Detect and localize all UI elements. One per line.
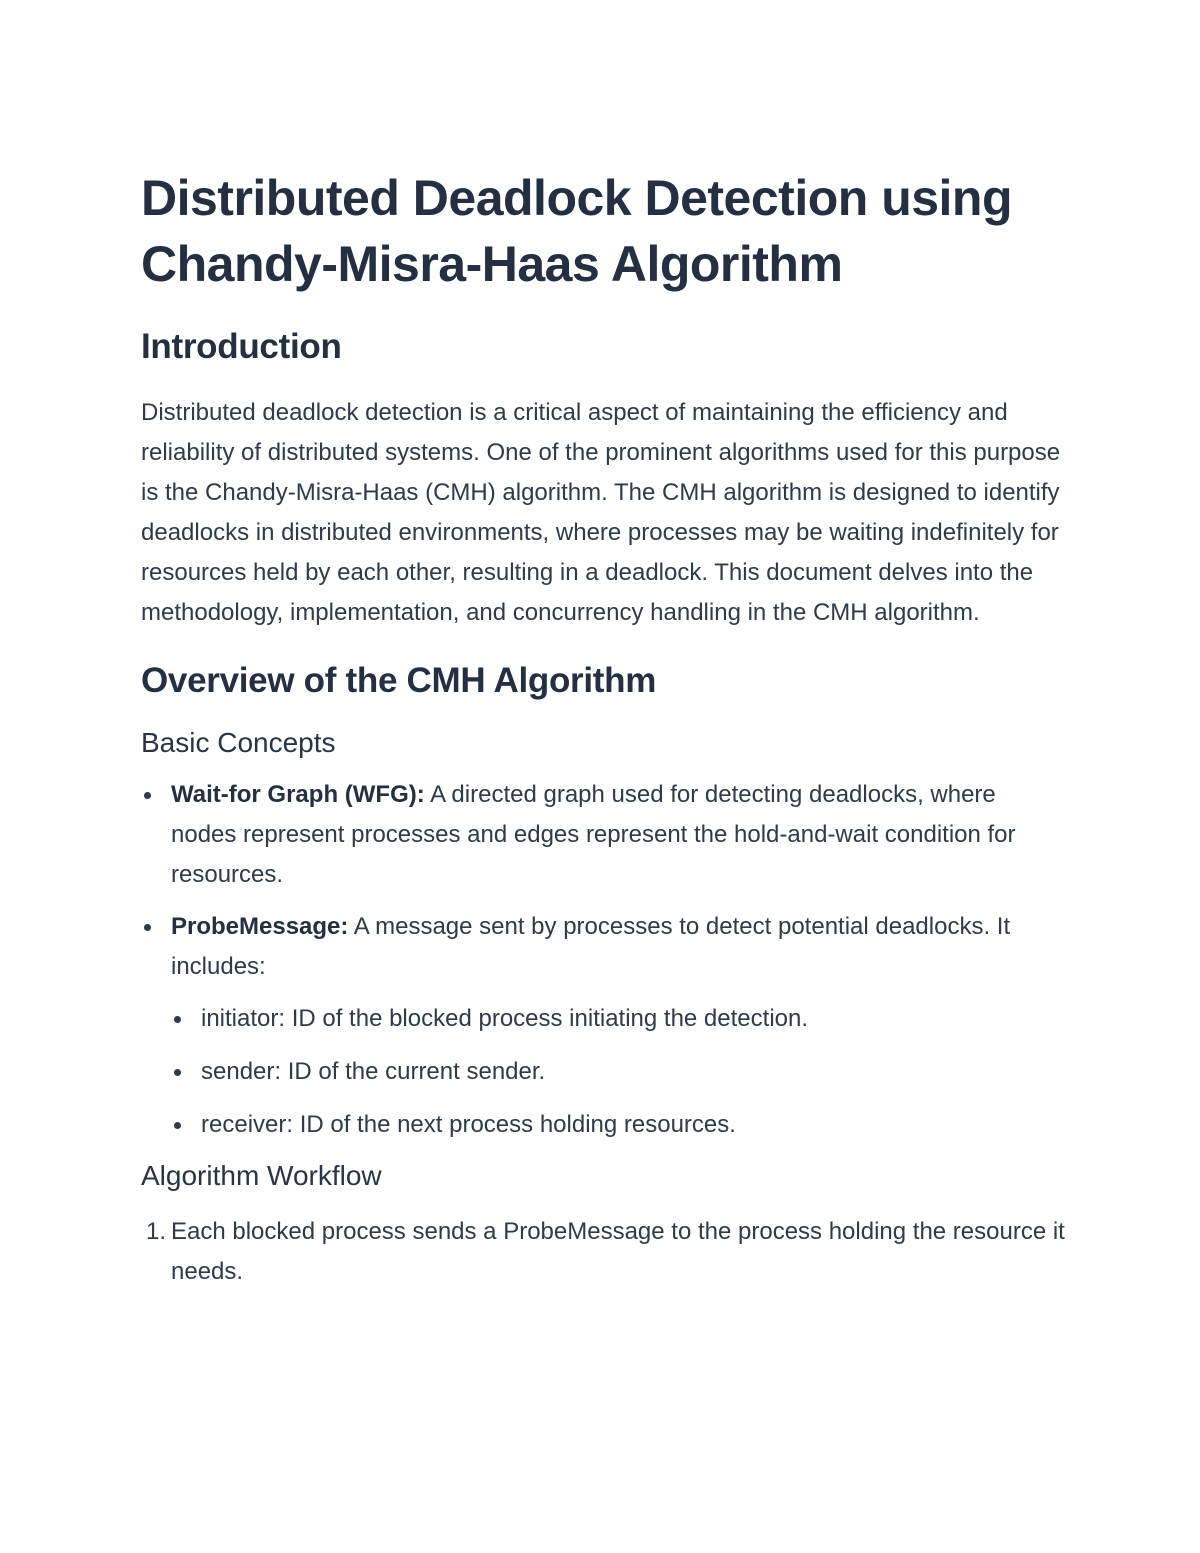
field-sender: sender: ID of the current sender. <box>171 1052 1066 1092</box>
definition-probemessage: A message sent by processes to detect potential deadlocks. It includes: <box>171 913 1011 980</box>
field-initiator: initiator: ID of the blocked process initiating the detection. <box>171 999 1066 1039</box>
workflow-heading: Algorithm Workflow <box>141 1160 382 1191</box>
introduction-heading: Introduction <box>141 327 342 366</box>
field-receiver: receiver: ID of the next process holding resources. <box>171 1105 1066 1145</box>
introduction-paragraph: Distributed deadlock detection is a critical aspect of maintaining the efficiency and reliability of distributed systems. One of the prominent algorithms used for this purpose is the Chandy-Misra-Haas (CMH) algorithm. The CMH algorithm is designed to identify deadlocks in distributed environments, where processes may be waiting indefinitely for resources held by each other, resulting in a deadlock. This document delves into the methodology, implementation, and concurrency handling in the CMH algorithm. <box>141 399 1061 626</box>
workflow-steps-list <box>141 1212 1066 1292</box>
term-wfg: Wait-for Graph (WFG): <box>171 781 425 808</box>
probemessage-fields-list <box>171 999 1066 1145</box>
overview-heading: Overview of the CMH Algorithm <box>141 661 657 700</box>
term-probemessage: ProbeMessage: <box>171 913 349 940</box>
step-number: 1. <box>146 1218 167 1245</box>
basic-concepts-heading: Basic Concepts <box>141 727 336 758</box>
document-page <box>141 165 1066 1292</box>
basic-concepts-list <box>141 775 1066 1145</box>
list-item-probemessage <box>141 907 1066 1145</box>
definition-wfg: A directed graph used for detecting deadlocks, where nodes represent processes and edges represent the hold-and-wait condition for resources. <box>171 781 1016 888</box>
step-text: Each blocked process sends a ProbeMessage to the process holding the resource it needs. <box>171 1218 1065 1285</box>
list-item-wfg <box>141 775 1066 895</box>
document-title: Distributed Deadlock Detection using Chandy-Misra-Haas Algorithm <box>141 170 1013 292</box>
workflow-step <box>141 1212 1066 1292</box>
